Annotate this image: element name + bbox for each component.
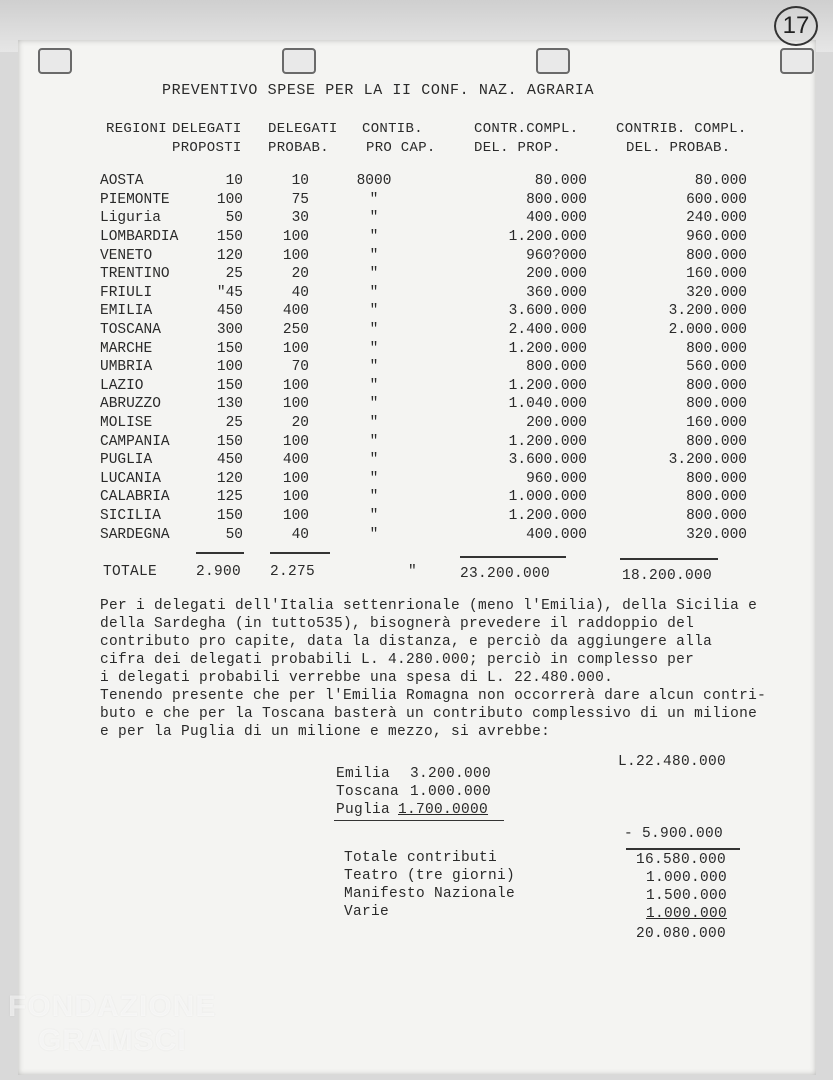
cell-region: MARCHE [100,340,153,357]
subtotal-rule [626,848,740,850]
cell-compl-prop: 200.000 [526,266,587,283]
cell-compl-prop: 960.000 [526,470,587,487]
paragraph-line: Tenendo presente che per l'Emilia Romagna non occorrerà dare alcun contri- [100,688,767,704]
cell-probab: 100 [282,340,309,357]
page-number: 17 [774,6,818,46]
cell-region: SICILIA [100,507,161,524]
extra-value: 1.500.000 [646,888,728,904]
cell-region: LOMBARDIA [100,229,179,246]
deduction-label: Toscana [336,784,400,800]
cell-compl-prob: 960.000 [686,229,747,246]
cell-pro-cap: " [369,359,379,376]
cell-compl-prop: 1.200.000 [508,433,587,450]
cell-probab: 20 [291,266,309,283]
cell-compl-prop: 3.600.000 [508,303,587,320]
cell-compl-prob: 3.200.000 [668,303,747,320]
cell-pro-cap: " [369,284,379,301]
table-row [100,284,747,303]
paragraph-line: Per i delegati dell'Italia settenrionale (meno l'Emilia), della Sicilia e [100,598,758,614]
watermark-line: FONDAZIONE [8,990,217,1023]
table-row [100,395,747,414]
paragraph-line: cifra dei delegati probabili L. 4.280.000; perciò in complesso per [100,652,695,668]
cell-region: MOLISE [100,415,153,432]
cell-proposti: 120 [216,470,243,487]
total-pro-cap: " [408,564,418,580]
cell-region: TOSCANA [100,322,161,339]
cell-compl-prop: 1.040.000 [508,396,587,413]
cell-pro-cap: " [369,433,379,450]
cell-probab: 100 [282,396,309,413]
total-label: TOTALE [103,564,158,580]
cell-probab: 400 [282,452,309,469]
table-row [100,451,747,470]
cell-compl-prop: 360.000 [526,284,587,301]
cell-probab: 70 [291,359,309,376]
cell-compl-prop: 400.000 [526,526,587,543]
cell-compl-prop: 1.000.000 [508,489,587,506]
header-delegati-probab-2: PROBAB. [268,140,329,156]
cell-pro-cap: " [369,415,379,432]
cell-compl-prob: 160.000 [686,415,747,432]
cell-compl-prob: 600.000 [686,191,747,208]
cell-proposti: 25 [225,415,243,432]
table-row [100,172,747,191]
cell-probab: 250 [282,322,309,339]
cell-compl-prop: 1.200.000 [508,340,587,357]
totale-contributi-value: 16.580.000 [636,852,727,868]
cell-compl-prob: 800.000 [686,433,747,450]
cell-region: PUGLIA [100,452,153,469]
header-contr-prop-2: DEL. PROP. [474,140,562,156]
total-rule [460,556,566,558]
table-row [100,321,747,340]
table-row [100,432,747,451]
cell-proposti: 50 [225,210,243,227]
deduction-value: 1.000.000 [410,784,492,800]
cell-compl-prop: 80.000 [534,173,587,190]
sum-start: L.22.480.000 [618,754,727,770]
header-delegati-probab-1: DELEGATI [268,121,338,137]
cell-compl-prop: 200.000 [526,415,587,432]
cell-pro-cap: " [369,247,379,264]
cell-region: EMILIA [100,303,153,320]
cell-proposti: 10 [225,173,243,190]
cell-proposti: 150 [216,229,243,246]
cell-compl-prob: 80.000 [694,173,747,190]
cell-compl-prop: 800.000 [526,359,587,376]
cell-probab: 100 [282,229,309,246]
cell-region: VENETO [100,247,153,264]
cell-compl-prob: 560.000 [686,359,747,376]
cell-proposti: 100 [216,359,243,376]
cell-compl-prob: 800.000 [686,340,747,357]
cell-compl-prop: 3.600.000 [508,452,587,469]
total-rule [270,552,330,554]
watermark-line: GRAMSCI [38,1024,187,1057]
cell-compl-prob: 800.000 [686,396,747,413]
paragraph-line: della Sardegha (in tutto535), bisognerà prevedere il raddoppio del [100,616,695,632]
cell-compl-prob: 800.000 [686,489,747,506]
table-row [100,302,747,321]
cell-probab: 100 [282,247,309,264]
cell-pro-cap: " [369,396,379,413]
totale-contributi-label: Totale contributi [344,850,498,866]
cell-compl-prob: 800.000 [686,247,747,264]
table-row [100,525,747,544]
cell-proposti: 150 [216,377,243,394]
binder-clip [282,48,316,74]
cell-probab: 100 [282,433,309,450]
table-row [100,488,747,507]
cell-probab: 100 [282,489,309,506]
cell-region: LAZIO [100,377,144,394]
cell-region: PIEMONTE [100,191,170,208]
extra-value: 1.000.000 [646,870,728,886]
cell-compl-prob: 800.000 [686,470,747,487]
cell-compl-prop: 1.200.000 [508,507,587,524]
cell-probab: 75 [291,191,309,208]
cell-probab: 40 [291,284,309,301]
cell-compl-prop: 2.400.000 [508,322,587,339]
deduction-label: Puglia [336,802,391,818]
regions-table [100,172,747,544]
cell-pro-cap: " [369,303,379,320]
cell-proposti: 300 [216,322,243,339]
cell-region: UMBRIA [100,359,153,376]
deduction-rule [334,820,504,821]
cell-pro-cap: " [369,452,379,469]
total-rule [196,552,244,554]
header-contrib-2: PRO CAP. [366,140,436,156]
cell-region: TRENTINO [100,266,170,283]
cell-pro-cap: " [369,489,379,506]
cell-probab: 100 [282,377,309,394]
table-row [100,414,747,433]
grand-total: 20.080.000 [636,926,727,942]
cell-probab: 100 [282,507,309,524]
cell-pro-cap: " [369,507,379,524]
total-probab: 2.275 [270,564,316,580]
extra-label: Manifesto Nazionale [344,886,516,902]
cell-pro-cap: " [369,191,379,208]
cell-pro-cap: " [369,322,379,339]
table-row [100,209,747,228]
deduction-label: Emilia [336,766,391,782]
total-proposti: 2.900 [196,564,242,580]
cell-proposti: 25 [225,266,243,283]
header-contr-prob-1: CONTRIB. COMPL. [616,121,747,137]
paragraph-line: buto e che per la Toscana basterà un contributo complessivo di un milione [100,706,758,722]
watermark [8,990,216,1058]
cell-region: CALABRIA [100,489,170,506]
table-row [100,339,747,358]
paragraph-line: i delegati probabili verrebbe una spesa di L. 22.480.000. [100,670,614,686]
cell-pro-cap: " [369,229,379,246]
cell-probab: 400 [282,303,309,320]
cell-compl-prob: 2.000.000 [668,322,747,339]
cell-proposti: 125 [216,489,243,506]
deduction-total: - 5.900.000 [624,826,724,842]
cell-pro-cap: " [369,340,379,357]
cell-region: AOSTA [100,173,144,190]
header-contr-prop-1: CONTR.COMPL. [474,121,579,137]
cell-region: CAMPANIA [100,433,170,450]
cell-proposti: 450 [216,303,243,320]
cell-probab: 10 [291,173,309,190]
cell-compl-prop: 1.200.000 [508,229,587,246]
cell-compl-prop: 400.000 [526,210,587,227]
extra-label: Varie [344,904,390,920]
cell-probab: 30 [291,210,309,227]
header-regioni: REGIONI [106,121,167,137]
cell-compl-prob: 320.000 [686,284,747,301]
cell-probab: 100 [282,470,309,487]
binder-clip [536,48,570,74]
cell-compl-prop: 800.000 [526,191,587,208]
total-compl-prop: 23.200.000 [460,566,551,582]
table-row [100,246,747,265]
cell-proposti: 130 [216,396,243,413]
cell-region: Liguria [100,210,161,227]
cell-compl-prob: 3.200.000 [668,452,747,469]
cell-region: LUCANIA [100,470,161,487]
cell-proposti: "45 [216,284,243,301]
total-compl-prob: 18.200.000 [622,568,713,584]
cell-region: ABRUZZO [100,396,161,413]
cell-compl-prob: 240.000 [686,210,747,227]
document-title: PREVENTIVO SPESE PER LA II CONF. NAZ. AGRARIA [162,82,595,99]
cell-proposti: 120 [216,247,243,264]
cell-compl-prop: 960?000 [526,247,587,264]
cell-compl-prob: 320.000 [686,526,747,543]
paragraph-line: e per la Puglia di un milione e mezzo, si avrebbe: [100,724,551,740]
table-row [100,265,747,284]
table-row [100,470,747,489]
header-delegati-proposti-2: PROPOSTI [172,140,242,156]
cell-proposti: 100 [216,191,243,208]
table-row [100,507,747,526]
cell-pro-cap: " [369,210,379,227]
cell-pro-cap: " [369,526,379,543]
cell-region: FRIULI [100,284,153,301]
header-contr-prob-2: DEL. PROBAB. [626,140,731,156]
header-delegati-proposti-1: DELEGATI [172,121,242,137]
cell-compl-prob: 800.000 [686,507,747,524]
cell-proposti: 150 [216,433,243,450]
cell-proposti: 150 [216,340,243,357]
extra-value: 1.000.000 [646,906,728,922]
cell-pro-cap: 8000 [356,173,392,190]
cell-probab: 40 [291,526,309,543]
deduction-value: 1.700.0000 [398,802,489,818]
cell-compl-prob: 160.000 [686,266,747,283]
cell-pro-cap: " [369,377,379,394]
cell-compl-prob: 800.000 [686,377,747,394]
cell-compl-prop: 1.200.000 [508,377,587,394]
cell-pro-cap: " [369,470,379,487]
header-contrib-1: CONTIB. [362,121,423,137]
cell-pro-cap: " [369,266,379,283]
cell-region: SARDEGNA [100,526,170,543]
total-rule [620,558,718,560]
table-row [100,191,747,210]
extra-label: Teatro (tre giorni) [344,868,516,884]
binder-clip [38,48,72,74]
table-row [100,377,747,396]
cell-probab: 20 [291,415,309,432]
cell-proposti: 50 [225,526,243,543]
binder-clip [780,48,814,74]
table-row [100,358,747,377]
paragraph-line: contributo pro capite, data la distanza, e perciò da aggiungere alla [100,634,713,650]
deduction-value: 3.200.000 [410,766,492,782]
cell-proposti: 450 [216,452,243,469]
table-row [100,228,747,247]
cell-proposti: 150 [216,507,243,524]
